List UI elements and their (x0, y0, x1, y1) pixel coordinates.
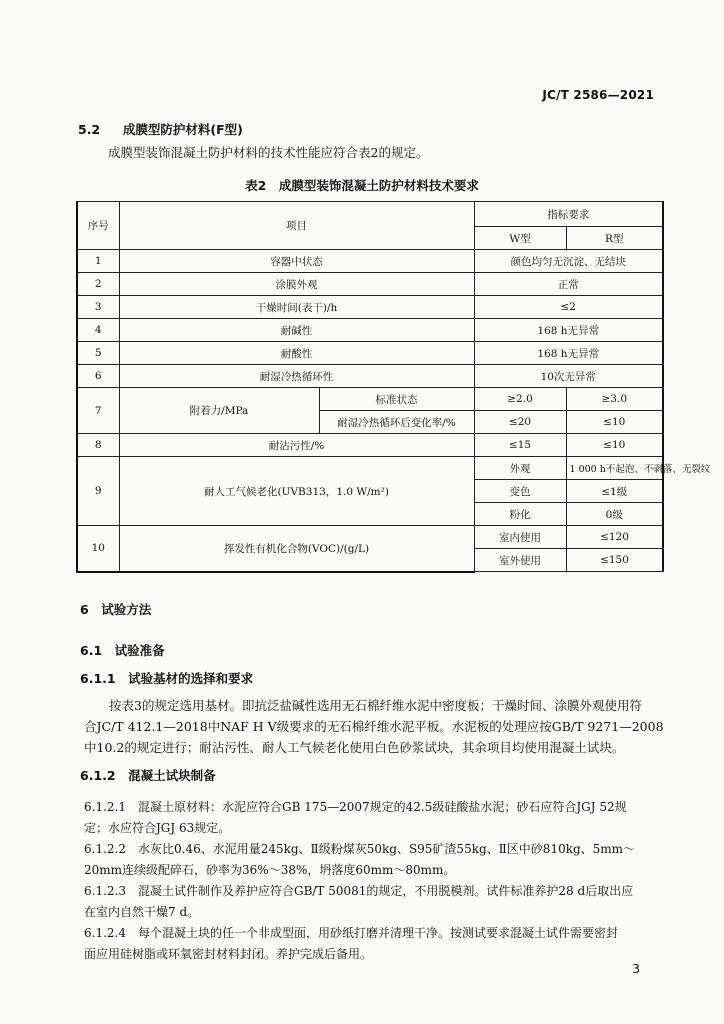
header-requirement: 指标要求 (474, 202, 663, 227)
row-subitem: 室内使用 (474, 526, 566, 549)
paragraph-line: 中10.2的规定进行；耐沾污性、耐人工气候老化使用白色砂浆试块，其余项目均使用混凝土试块。 (84, 740, 625, 755)
document-number: JC/T 2586—2021 (542, 88, 654, 102)
paragraph-line: 6.1.2.2 水灰比0.46、水泥用量245kg、Ⅱ级粉煤灰50kg、S95矿渣55kg、Ⅱ区中砂810kg、5mm～ (84, 842, 636, 856)
table-row (77, 273, 663, 296)
row-w-value: ≤15 (474, 434, 566, 457)
paragraph-line: 在室内自然干燥7 d。 (84, 905, 200, 919)
row-w-value: ≤120 (566, 526, 663, 549)
row-number: 9 (77, 457, 119, 526)
row-subitem: 变色 (474, 480, 566, 503)
row-item: 耐酸性 (119, 342, 474, 365)
row-value: 颜色均匀无沉淀、无结块 (474, 250, 663, 273)
paragraph-line: 6.1.2.4 每个混凝土块的任一个非成型面，用砂纸打磨并清理干净。按测试要求混凝土试件需要密封 (84, 926, 618, 940)
row-r-value: ≤10 (566, 411, 663, 434)
table-row (77, 319, 663, 342)
section-number: 5.2 (78, 122, 101, 137)
row-item: 挥发性有机化合物(VOC)/(g/L) (119, 526, 474, 572)
row-subitem: 耐湿冷热循环后变化率/% (319, 411, 474, 434)
row-subitem: 粉化 (474, 503, 566, 526)
row-value: 168 h无异常 (474, 319, 663, 342)
table-row (77, 434, 663, 457)
table-row (77, 457, 663, 480)
paragraph-line: 6.1.2.3 混凝土试件制作及养护应符合GB/T 50081的规定，不用脱模剂。试件标准养护28 d后取出应 (84, 884, 634, 898)
row-w-value: ≤150 (566, 549, 663, 572)
header-seq: 序号 (77, 202, 119, 250)
section-5-2-heading (78, 120, 243, 138)
row-value: 正常 (474, 273, 663, 296)
section-6-1-1-heading: 6.1.1 试验基材的选择和要求 (80, 671, 254, 686)
section-6-heading: 6 试验方法 (80, 602, 152, 617)
section-6-1-heading: 6.1 试验准备 (80, 643, 165, 658)
row-item: 附着力/MPa (119, 388, 319, 434)
paragraph-line: 合JC/T 412.1—2018中NAF H V级要求的无石棉纤维水泥平板。水泥板的处理应按GB/T 9271—2008 (84, 719, 664, 734)
row-value: ≤1级 (566, 480, 663, 503)
table-row (77, 365, 663, 388)
row-item: 耐碱性 (119, 319, 474, 342)
row-item: 干燥时间(表干)/h (119, 296, 474, 319)
row-value: 0级 (566, 503, 663, 526)
row-value: 168 h无异常 (474, 342, 663, 365)
row-item: 耐沾污性/% (119, 434, 474, 457)
table-row (77, 342, 663, 365)
table-header-row (77, 202, 663, 227)
row-number: 6 (77, 365, 119, 388)
row-number: 3 (77, 296, 119, 319)
spec-table (76, 201, 711, 573)
row-number: 1 (77, 250, 119, 273)
table-row (77, 296, 663, 319)
row-item: 耐湿冷热循环性 (119, 365, 474, 388)
row-value: ≤2 (474, 296, 663, 319)
row-w-value: ≤20 (474, 411, 566, 434)
table-row (77, 526, 663, 549)
row-value: 10次无异常 (474, 365, 663, 388)
paragraph-line: 按表3的规定选用基材。即抗泛盐碱性选用无石棉纤维水泥中密度板；干燥时间、涂膜外观使用符 (84, 698, 642, 713)
row-number: 8 (77, 434, 119, 457)
section-5-2-body: 成膜型装饰混凝土防护材料的技术性能应符合表2的规定。 (108, 145, 429, 160)
header-r-type: R型 (566, 227, 663, 250)
row-value: 1 000 h不起泡、不剥落、无裂纹 (566, 457, 663, 480)
row-number: 5 (77, 342, 119, 365)
paragraph-line: 面应用硅树脂或环氧密封材料封闭。养护完成后备用。 (84, 947, 373, 961)
page-number: 3 (632, 962, 640, 976)
table-row (77, 250, 663, 273)
row-r-value: ≤10 (566, 434, 663, 457)
row-number: 7 (77, 388, 119, 434)
table-row (77, 388, 663, 411)
row-number: 2 (77, 273, 119, 296)
row-subitem: 标准状态 (319, 388, 474, 411)
row-item: 涂膜外观 (119, 273, 474, 296)
row-subitem: 室外使用 (474, 549, 566, 572)
table-caption: 表2 成膜型装饰混凝土防护材料技术要求 (245, 178, 479, 193)
section-6-1-2-body (84, 797, 674, 965)
header-item: 项目 (119, 202, 474, 250)
section-title: 成膜型防护材料(F型) (122, 122, 243, 137)
row-number: 10 (77, 526, 119, 572)
row-number: 4 (77, 319, 119, 342)
row-w-value: ≥2.0 (474, 388, 566, 411)
paragraph-line: 6.1.2.1 混凝土原材料：水泥应符合GB 175—2007规定的42.5级硅酸盐水泥；砂石应符合JGJ 52规 (84, 800, 627, 814)
section-6-1-1-body (84, 695, 674, 758)
header-w-type: W型 (474, 227, 566, 250)
row-subitem: 外观 (474, 457, 566, 480)
paragraph-line: 20mm连续级配碎石，砂率为36%～38%，坍落度60mm～80mm。 (84, 863, 456, 877)
row-r-value: ≥3.0 (566, 388, 663, 411)
row-item: 容器中状态 (119, 250, 474, 273)
section-6-1-2-heading: 6.1.2 混凝土试块制备 (80, 768, 216, 783)
row-item: 耐人工气候老化(UVB313，1.0 W/m²) (119, 457, 474, 526)
paragraph-line: 定；水应符合JGJ 63规定。 (84, 821, 231, 835)
